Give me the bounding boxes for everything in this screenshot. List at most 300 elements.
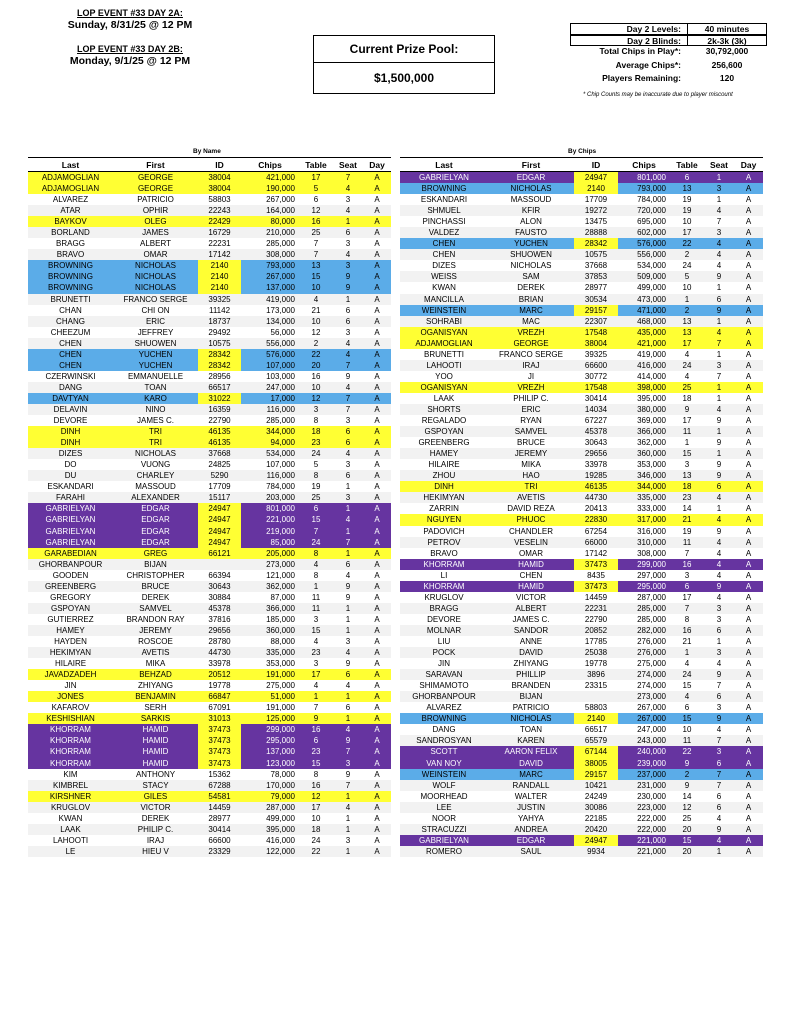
table-number: 14: [682, 791, 692, 801]
day: A: [734, 448, 763, 459]
seat-number: 1: [333, 548, 363, 559]
player-id: 37473: [574, 559, 618, 570]
table-number: 7: [313, 239, 319, 249]
first-name: IRAJ: [146, 835, 165, 845]
last-name: KHORRAM: [400, 559, 488, 570]
day: A: [363, 537, 391, 548]
last-name: WOLF: [400, 780, 488, 791]
day: A: [363, 183, 391, 194]
chip-count: 720,000: [618, 205, 670, 216]
seat-number: 4: [333, 514, 363, 525]
last-name: JIN: [64, 681, 77, 691]
first-name: VICTOR: [113, 802, 198, 813]
seat-number: 1: [704, 316, 734, 327]
first-name: FRANCO SERGE: [498, 349, 563, 359]
table-number: 12: [670, 802, 704, 813]
day: A: [363, 294, 391, 305]
player-id: 2140: [574, 713, 618, 724]
player-row: [400, 503, 763, 514]
stat-value: 2k-3k (3k): [687, 35, 767, 47]
day: A: [745, 570, 752, 580]
day: A: [745, 460, 752, 470]
player-id: 30884: [208, 592, 231, 602]
player-id: 22790: [584, 614, 608, 624]
col-id: ID: [574, 158, 618, 172]
chip-count: 366,000: [241, 603, 299, 614]
day: A: [363, 824, 391, 835]
first-name: ERIC: [488, 404, 574, 415]
chip-count: 534,000: [637, 261, 666, 271]
last-name: GOODEN: [52, 570, 89, 580]
first-name: JEFFREY: [137, 327, 174, 337]
table-number: 3: [684, 460, 690, 470]
seat-number: 9: [333, 282, 363, 293]
day: A: [374, 636, 380, 646]
player-row: [400, 282, 763, 293]
table-number: 17: [299, 669, 333, 680]
prize-pool-value: $1,500,000: [373, 71, 435, 85]
player-row: [400, 437, 763, 448]
chip-count: 414,000: [637, 371, 666, 381]
last-name: DU: [28, 470, 113, 481]
player-id: 19272: [574, 205, 618, 216]
player-id: 30086: [574, 802, 618, 813]
player-row: [28, 205, 391, 216]
chip-count: 125,000: [241, 713, 299, 724]
player-row: [28, 437, 391, 448]
seat-number: 3: [716, 703, 722, 713]
last-name: ALVAREZ: [52, 195, 89, 205]
player-row: [28, 780, 391, 791]
day: A: [734, 537, 763, 548]
first-name: ANNE: [519, 636, 543, 646]
day: A: [734, 492, 763, 503]
table-number: 25: [299, 227, 333, 238]
first-name: NINO: [113, 404, 198, 415]
seat-number: 3: [704, 360, 734, 371]
last-name: HEKIMYAN: [400, 492, 488, 503]
day: A: [745, 217, 752, 227]
last-name: HAMEY: [400, 448, 488, 459]
seat-number: 6: [333, 426, 363, 437]
first-name: HAMID: [488, 581, 574, 592]
table-number: 6: [670, 581, 704, 592]
player-row: [400, 724, 763, 735]
player-id: 24947: [574, 172, 618, 184]
chip-count: 499,000: [266, 813, 295, 823]
day: A: [374, 769, 380, 779]
last-name: BAYKOV: [28, 216, 113, 227]
day: A: [363, 802, 391, 813]
table-number: 11: [670, 426, 704, 437]
player-row: [28, 183, 391, 194]
player-row: [400, 404, 763, 415]
table-number: 16: [299, 216, 333, 227]
last-name: CHEN: [28, 349, 113, 360]
first-name: ALBERT: [140, 239, 171, 249]
player-id: 17142: [198, 249, 241, 260]
day: A: [363, 757, 391, 768]
day: A: [745, 416, 752, 426]
first-name: EDGAR: [488, 835, 574, 846]
player-row: [28, 592, 391, 603]
table-number: 21: [670, 514, 704, 525]
player-id: 5290: [198, 470, 241, 481]
player-id: 37853: [574, 271, 618, 282]
table-number: 3: [684, 570, 690, 580]
day: A: [734, 227, 763, 238]
player-id: 20852: [574, 625, 618, 636]
last-name: FARAHI: [28, 492, 113, 503]
player-id: 37473: [198, 757, 241, 768]
last-name: CHANG: [28, 316, 113, 327]
chip-count: 499,000: [637, 283, 666, 293]
first-name: SAUL: [488, 846, 574, 857]
stat-value: 120: [719, 73, 735, 83]
table-number: 3: [299, 404, 333, 415]
day: A: [745, 725, 752, 735]
seat-number: 1: [345, 813, 351, 823]
player-row: [28, 791, 391, 802]
first-name: ZHIYANG: [513, 659, 549, 669]
last-name: DINH: [28, 426, 113, 437]
seat-number: 3: [345, 239, 351, 249]
player-id: 9934: [574, 846, 618, 857]
last-name: GHORBANPOUR: [400, 691, 488, 702]
player-row: [28, 382, 391, 393]
player-id: 22307: [574, 316, 618, 327]
day: A: [734, 603, 763, 614]
day: A: [374, 570, 380, 580]
first-name: MASSOUD: [510, 195, 552, 205]
player-row: [400, 514, 763, 525]
table-number: 24: [311, 835, 321, 845]
table-number: 25: [670, 382, 704, 393]
last-name: DEVORE: [53, 416, 88, 426]
player-id: 66517: [584, 725, 608, 735]
day: A: [374, 416, 380, 426]
day: A: [734, 780, 763, 791]
player-row: [400, 316, 763, 327]
player-row: [400, 360, 763, 371]
day: A: [745, 526, 752, 536]
player-row: [28, 216, 391, 227]
player-row: [400, 746, 763, 757]
table-number: 15: [299, 271, 333, 282]
player-id: 30772: [584, 371, 608, 381]
last-name: HILAIRE: [54, 659, 87, 669]
player-id: 28342: [198, 349, 241, 360]
day: A: [734, 294, 763, 305]
player-row: [28, 625, 391, 636]
chip-count: 267,000: [266, 195, 295, 205]
table-number: 2: [670, 769, 704, 780]
last-name: BROWNING: [28, 282, 113, 293]
last-name: WEISS: [400, 271, 488, 282]
player-id: 15117: [198, 492, 241, 503]
chip-count: 801,000: [618, 172, 670, 184]
first-name: EDGAR: [113, 514, 198, 525]
table-number: 17: [299, 172, 333, 184]
player-row: [28, 603, 391, 614]
last-name: BROWNING: [400, 713, 488, 724]
seat-number: 4: [333, 448, 363, 459]
player-id: 2140: [574, 183, 618, 194]
seat-number: 1: [333, 526, 363, 537]
last-name: BRUNETTI: [424, 349, 464, 359]
last-name: GHORBANPOUR: [28, 559, 113, 570]
player-row: [28, 526, 391, 537]
last-name: KIM: [63, 769, 78, 779]
player-id: 67288: [198, 780, 241, 791]
last-name: KRUGLOV: [28, 802, 113, 813]
player-row: [28, 316, 391, 327]
first-name: OMAR: [113, 249, 198, 260]
chip-count: 88,000: [270, 636, 295, 646]
table-number: 24: [682, 261, 692, 271]
last-name: DO: [64, 460, 77, 470]
table-number: 8: [299, 548, 333, 559]
player-id: 28342: [198, 360, 241, 371]
last-name: ZARRIN: [429, 504, 459, 514]
seat-number: 1: [345, 614, 351, 624]
player-id: 28780: [208, 636, 231, 646]
seat-number: 7: [333, 537, 363, 548]
chip-count: 317,000: [618, 514, 670, 525]
chip-count: 123,000: [241, 757, 299, 768]
last-name: POCK: [400, 647, 488, 658]
first-name: CHANDLER: [508, 526, 553, 536]
chip-count: 421,000: [241, 172, 299, 184]
day: A: [363, 448, 391, 459]
seat-number: 1: [704, 426, 734, 437]
seat-number: 4: [333, 205, 363, 216]
first-name: GEORGE: [113, 183, 198, 194]
seat-number: 9: [704, 271, 734, 282]
day: A: [363, 271, 391, 282]
table-number: 7: [299, 249, 333, 260]
table-number: 2: [299, 338, 333, 349]
player-row: [400, 249, 763, 260]
player-row: [400, 625, 763, 636]
table-number: 25: [682, 813, 692, 823]
last-name: GSPOYAN: [400, 426, 488, 437]
player-row: [400, 592, 763, 603]
player-row: [28, 713, 391, 724]
seat-number: 6: [704, 691, 734, 702]
day: A: [734, 316, 763, 327]
last-name: ADJAMOGLIAN: [28, 183, 113, 194]
player-row: [400, 294, 763, 305]
chip-count-footnote: * Chip Counts may be inaccurate due to player miscount: [583, 92, 733, 98]
table-number: 14: [682, 504, 692, 514]
seat-number: 3: [345, 835, 351, 845]
last-name: CHEN: [28, 360, 113, 371]
last-name: ADJAMOGLIAN: [400, 338, 488, 349]
table-header-row: [400, 158, 763, 172]
last-name: GARABEDIAN: [28, 548, 113, 559]
table-number: 13: [670, 316, 704, 327]
seat-number: 6: [333, 437, 363, 448]
first-name: SAM: [488, 271, 574, 282]
table-number: 6: [684, 703, 690, 713]
player-id: 37473: [574, 581, 618, 592]
player-id: 28888: [574, 227, 618, 238]
player-row: [28, 548, 391, 559]
last-name: NGUYEN: [400, 514, 488, 525]
first-name: JEREMY: [488, 448, 574, 459]
table-number: 16: [311, 371, 321, 381]
player-id: 66600: [208, 835, 231, 845]
day: A: [734, 647, 763, 658]
first-name: DAVID REZA: [507, 504, 555, 514]
player-row: [28, 636, 391, 647]
player-row: [28, 260, 391, 271]
first-name: CHEN: [519, 570, 543, 580]
table-number: 4: [313, 636, 319, 646]
player-row: [28, 802, 391, 813]
col-chips: Chips: [618, 158, 670, 172]
table-number: 11: [670, 537, 704, 548]
first-name: GEORGE: [488, 338, 574, 349]
first-name: STACY: [113, 780, 198, 791]
last-name: OGANISYAN: [400, 327, 488, 338]
seat-number: 1: [333, 824, 363, 835]
chip-count: 534,000: [241, 448, 299, 459]
chip-count: 221,000: [241, 514, 299, 525]
day: A: [374, 195, 380, 205]
table-number: 1: [670, 647, 704, 658]
col-id: ID: [198, 158, 241, 172]
last-name: HILAIRE: [428, 460, 460, 470]
seat-number: 1: [704, 382, 734, 393]
player-id: 17142: [584, 548, 608, 558]
first-name: TRI: [488, 481, 574, 492]
day: A: [745, 504, 752, 514]
last-name: KRUGLOV: [424, 592, 464, 602]
last-name: KHORRAM: [28, 735, 113, 746]
day: A: [363, 338, 391, 349]
last-name: MANCILLA: [400, 294, 488, 305]
stat-label: Day 2 Levels:: [570, 23, 687, 35]
day: A: [734, 382, 763, 393]
player-id: [198, 559, 241, 570]
player-row: [28, 481, 391, 492]
table-number: 15: [670, 835, 704, 846]
stat-value: 30,792,000: [705, 46, 749, 56]
player-row: [28, 282, 391, 293]
seat-number: 7: [333, 746, 363, 757]
chip-count: 230,000: [637, 791, 666, 801]
table-number: 17: [299, 802, 333, 813]
day: A: [745, 791, 752, 801]
table-number: 20: [670, 824, 704, 835]
player-id: 10575: [198, 338, 241, 349]
first-name: DEREK: [141, 813, 170, 823]
chip-count: 435,000: [618, 327, 670, 338]
seat-number: 1: [333, 846, 363, 857]
player-id: 37668: [584, 261, 608, 271]
day: A: [363, 216, 391, 227]
last-name: JAVADZADEH: [28, 669, 113, 680]
chip-count: 344,000: [618, 481, 670, 492]
seat-number: 7: [333, 172, 363, 184]
day: A: [374, 813, 380, 823]
last-name: KESHISHIAN: [28, 713, 113, 724]
player-row: [400, 305, 763, 316]
chip-count: 275,000: [637, 659, 666, 669]
first-name: JI: [527, 371, 535, 381]
day: A: [363, 514, 391, 525]
col-table: Table: [670, 158, 704, 172]
day: A: [363, 559, 391, 570]
player-id: 39325: [584, 349, 608, 359]
seat-number: 6: [333, 470, 363, 481]
first-name: MARC: [488, 305, 574, 316]
by-name-title: By Name: [193, 148, 221, 155]
player-id: 11142: [208, 305, 231, 315]
table-number: 8: [313, 416, 319, 426]
player-row: [400, 338, 763, 349]
player-id: 16359: [198, 404, 241, 415]
seat-number: 9: [333, 581, 363, 592]
day: A: [734, 769, 763, 780]
seat-number: 6: [704, 481, 734, 492]
chip-count: 295,000: [618, 581, 670, 592]
seat-number: 1: [333, 603, 363, 614]
col-seat: Seat: [333, 158, 363, 172]
table-number: 23: [299, 647, 333, 658]
day: A: [734, 481, 763, 492]
day: A: [363, 349, 391, 360]
day: A: [363, 780, 391, 791]
chip-count: 222,000: [637, 813, 666, 823]
table-number: 17: [682, 592, 692, 602]
by-chips-title: By Chips: [568, 148, 597, 155]
last-name: SHMUEL: [400, 205, 488, 216]
seat-number: 9: [716, 460, 722, 470]
table-number: 22: [670, 238, 704, 249]
first-name: PATRICIO: [137, 195, 174, 205]
chip-count: 380,000: [618, 404, 670, 415]
first-name: OMAR: [519, 548, 543, 558]
chip-count: 602,000: [618, 227, 670, 238]
first-name: JAMES C.: [137, 416, 174, 426]
player-id: 29492: [208, 327, 231, 337]
day: A: [745, 438, 752, 448]
seat-number: 4: [716, 570, 722, 580]
seat-number: 6: [704, 294, 734, 305]
table-number: 5: [299, 183, 333, 194]
chip-count: 94,000: [241, 437, 299, 448]
chip-count: 51,000: [241, 691, 299, 702]
player-id: 14459: [584, 592, 608, 602]
player-row: [28, 746, 391, 757]
stat-value: 256,600: [711, 59, 743, 70]
player-row: [28, 537, 391, 548]
player-id: 30414: [584, 393, 608, 403]
table-number: 9: [299, 713, 333, 724]
player-row: [28, 349, 391, 360]
day: A: [363, 492, 391, 503]
player-id: 39325: [198, 294, 241, 305]
player-id: 37668: [198, 448, 241, 459]
player-row: [400, 802, 763, 813]
player-id: 28977: [584, 283, 608, 293]
player-id: 18737: [198, 316, 241, 327]
chip-count: 173,000: [266, 305, 295, 315]
table-number: 17: [670, 227, 704, 238]
